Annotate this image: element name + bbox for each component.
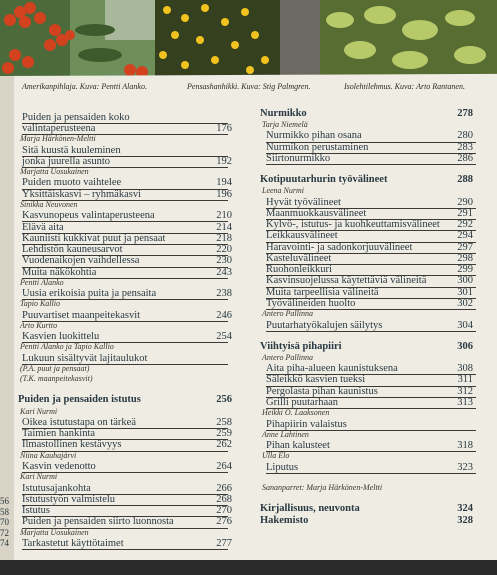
toc-author: (T.K. maanpeitekasvit) (20, 374, 93, 384)
toc-entry: Kasvien luokittelu (22, 331, 100, 343)
photo-large-leaved-linden (320, 0, 497, 78)
toc-author: Pentti Alanko ja Tapio Kallio (20, 342, 114, 352)
toc-entry: Kasvinsuojelussa käytettäviä välineitä (266, 275, 427, 287)
toc-entry: Istutus (22, 505, 51, 517)
toc-entry: Nurmikon perustaminen (266, 141, 369, 153)
toc-page-number: 230 (216, 255, 232, 267)
toc-entry: Kasteluvälineet (266, 252, 332, 264)
toc-page-number: 306 (457, 340, 473, 352)
toc-section-heading: Puiden ja pensaiden istutus (18, 394, 141, 406)
toc-entry: valintaperusteena (22, 123, 96, 135)
toc-page-number: 294 (457, 230, 473, 242)
toc-author: Ulla Elo (262, 451, 290, 461)
toc-page-number: 214 (216, 221, 232, 233)
toc-author: Tarja Niemelä (262, 120, 308, 130)
toc-entry: Säleikkö kasvien tueksi (266, 374, 366, 386)
toc-page-number: 313 (457, 396, 473, 408)
toc-section-heading: Kirjallisuus, neuvonta (260, 502, 360, 514)
toc-author: Antero Pallinna (262, 309, 314, 319)
toc-author: Arto Kurtto (20, 320, 58, 330)
toc-author: Kari Nurmi (20, 406, 58, 416)
photo-strip (0, 0, 497, 78)
toc-page-number: 318 (457, 440, 473, 452)
toc-entry: Maanmuokkausvälineet (266, 207, 367, 219)
toc-entry: Puiden ja pensaiden koko (22, 111, 130, 123)
toc-entry: Aita piha-alueen kaunistuksena (266, 363, 398, 375)
toc-page-number: 298 (457, 252, 473, 264)
toc-page-number: 254 (216, 331, 232, 343)
toc-entry: Sitä kuustä kuuleminen (22, 144, 121, 156)
toc-author: Marjatta Uosukainen (20, 167, 89, 177)
toc-entry: Pihan kalusteet (266, 440, 330, 452)
toc-page-number: 276 (216, 516, 232, 528)
toc-entry: Ruohonleikkuri (266, 264, 332, 276)
toc-author: Marja Härkönen-Meltti (20, 134, 96, 144)
toc-page-number: 262 (216, 439, 232, 451)
toc-entry: Muita näkökohtia (22, 266, 97, 278)
toc-entry: Tarkastetut käyttötaimet (22, 537, 124, 549)
toc-page-number: 270 (216, 505, 232, 517)
toc-entry: Leikkausvälineet (266, 230, 338, 242)
photo-caption-3: Isolehtilehmus. Kuva: Arto Rantanen. (344, 82, 465, 91)
toc-page-number: 290 (457, 196, 473, 208)
toc-entry: Yksittäiskasvi – ryhmäkasvi (22, 188, 141, 200)
toc-section-heading: Nurmikko (260, 107, 307, 119)
toc-entry: Uusia erikoisia puita ja pensaita (22, 288, 157, 300)
toc-page-number: 311 (457, 374, 473, 386)
toc-entry: Oikea istutustapa on tärkeä (22, 416, 137, 428)
toc-author: Sinikka Neuvonen (20, 199, 78, 209)
toc-page-number: 297 (457, 241, 473, 253)
toc-rule (266, 331, 476, 332)
toc-page-number: 299 (457, 264, 473, 276)
toc-entry: Pergolasta pihan kaunistus (266, 385, 378, 397)
toc-page-number: 196 (216, 188, 232, 200)
toc-page-number: 312 (457, 385, 473, 397)
toc-page-number: 286 (457, 152, 473, 164)
toc-page-number: 194 (216, 177, 232, 189)
toc-page-number: 323 (457, 461, 473, 473)
toc-page-number: 304 (457, 319, 473, 331)
toc-page-number: 218 (216, 232, 232, 244)
toc-rule (22, 549, 228, 550)
toc-page-number: 283 (457, 141, 473, 153)
toc-entry: Haravointi- ja sadonkorjuuvälineet (266, 241, 413, 253)
toc-entry: Vuodenaikojen vaihdellessa (22, 255, 140, 267)
toc-section-heading: Viihtyisä pihapiiri (260, 340, 342, 352)
toc-rule (266, 473, 476, 474)
toc-author: Pentti Alanko (20, 277, 64, 287)
toc-page-number: 210 (216, 210, 232, 222)
toc-page-number: 259 (216, 428, 232, 440)
toc-page-number: 288 (457, 174, 473, 186)
toc-entry: Istutustyön valmistelu (22, 493, 116, 505)
toc-entry: jonka juurella asunto (22, 155, 111, 167)
toc-entry: Puiden muoto vaihtelee (22, 177, 122, 189)
toc-entry: Kylvö-, istutus- ja kuohkeuttamisvälineet (266, 219, 440, 231)
toc-section-heading: Hakemisto (260, 515, 309, 527)
toc-rule (22, 505, 228, 506)
toc-entry: Puuvartiset maanpeitekasvit (22, 309, 141, 321)
toc-entry: Liputus (266, 461, 299, 473)
toc-entry: Muita tarpeellisia välineitä (266, 286, 379, 298)
toc-entry: Kasvunopeus valintaperusteena (22, 210, 155, 222)
toc-page-number: 278 (457, 107, 473, 119)
toc-entry: Elävä aita (22, 221, 64, 233)
toc-page-number: 264 (216, 461, 232, 472)
toc-page-number: 291 (457, 207, 473, 219)
photo-caption-1: Amerikanpihlaja. Kuva: Pentti Alanko. (22, 82, 147, 91)
toc-entry: Pihapiirin valaistus (266, 418, 347, 430)
photo-caption-2: Pensashanhikki. Kuva: Stig Palmgren. (187, 82, 311, 91)
toc-entry: Työvälineiden huolto (266, 297, 356, 309)
margin-page-number: 70 (0, 517, 9, 528)
toc-author: Anne Lahtinen (262, 429, 309, 439)
margin-page-number: 72 (0, 527, 9, 538)
toc-page-number: 256 (216, 394, 232, 406)
toc-entry: Taimien hankinta (22, 428, 96, 440)
toc-author: Leena Nurmi (262, 186, 304, 196)
toc-author: Niina Kauhajärvi (20, 450, 77, 460)
toc-author: Tapio Kallio (20, 299, 60, 309)
toc-rule (266, 451, 476, 452)
toc-page-number: 176 (216, 123, 232, 135)
toc-entry: Hyvät työvälineet (266, 196, 341, 208)
toc-page-number: 292 (457, 219, 473, 231)
toc-author: (P.A. puut ja pensaat) (20, 363, 90, 373)
toc-section-heading: Kotipuutarhurin työvälineet (260, 174, 388, 186)
toc-page-number: 324 (457, 502, 473, 514)
toc-entry: Kasvin vedenotto (22, 461, 96, 472)
toc-page-number: 280 (457, 130, 473, 142)
toc-page-number: 301 (457, 286, 473, 298)
toc-page-number: 243 (216, 266, 232, 278)
toc-entry: Puutarhatyökalujen säilytys (266, 319, 383, 331)
toc-page-number: 266 (216, 482, 232, 494)
toc-rule (266, 164, 476, 165)
toc-entry: Lehdistön kaunеusarvot (22, 244, 123, 256)
toc-entry: Ilmastollinen kestävyys (22, 439, 122, 451)
toc-author: Kari Nurmi (20, 472, 58, 482)
toc-page-number: 300 (457, 275, 473, 287)
toc-entry: Nurmikko pihan osana (266, 130, 362, 142)
photo-rowan-berries (0, 0, 155, 78)
toc-page-number: 328 (457, 515, 473, 527)
toc-author: Antero Pallinna (262, 352, 314, 362)
margin-page-number: 74 (0, 538, 9, 549)
photo-shrubby-cinquefoil (155, 0, 320, 78)
toc-author: Sananparret: Marja Härkönen-Meltti (262, 482, 383, 492)
toc-entry: Istutusajankohta (22, 482, 91, 494)
toc-entry: Puiden ja pensaiden siirto luonnosta (22, 516, 174, 528)
toc-author: Marjatta Uosukainen (20, 527, 89, 537)
toc-entry: Siirtonurmikko (266, 152, 331, 164)
toc-page-number: 268 (216, 493, 232, 505)
toc-page-number: 238 (216, 288, 232, 300)
toc-entry: Lukuun sisältyvät lajitaulukot (22, 352, 148, 364)
toc-page-number: 302 (457, 297, 473, 309)
margin-page-number: 56 (0, 496, 9, 506)
toc-page-number: 277 (216, 537, 232, 549)
toc-author: Heikki O. Laaksonen (262, 408, 330, 418)
toc-entry: Kauniisti kukkivat puut ja pensaat (22, 232, 166, 244)
toc-page-number: 220 (216, 244, 232, 256)
toc-page-number: 246 (216, 309, 232, 321)
toc-page-number: 192 (216, 155, 232, 167)
bottom-shadow (0, 560, 497, 575)
toc-page-number: 308 (457, 363, 473, 375)
toc-page-number: 258 (216, 416, 232, 428)
margin-page-number: 58 (0, 506, 9, 517)
toc-entry: Grilli puutarhaan (266, 396, 339, 408)
